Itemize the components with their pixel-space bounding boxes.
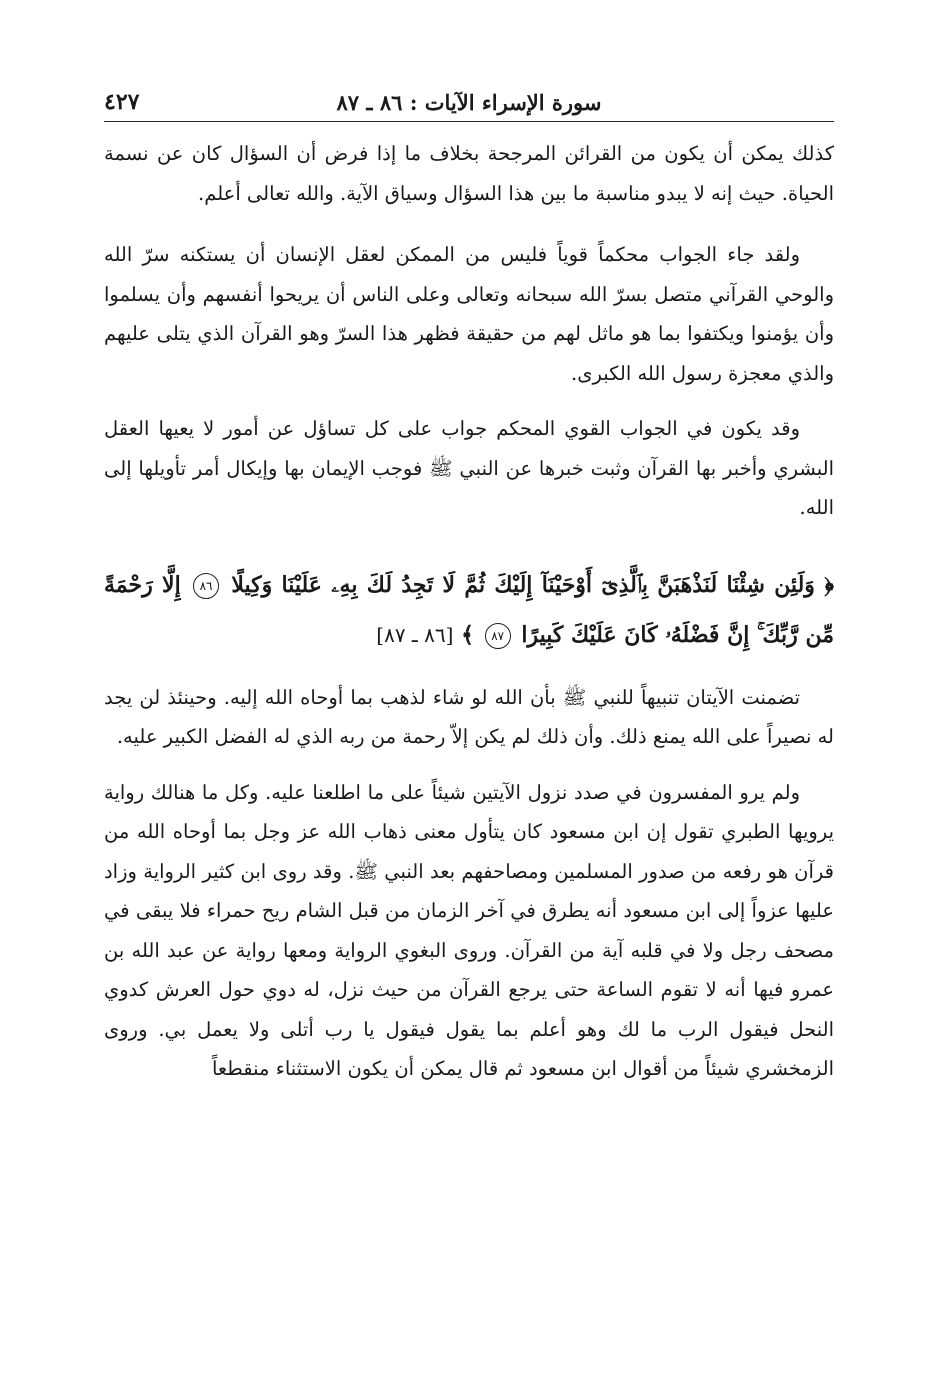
running-title: سورة الإسراء الآيات : ٨٦ ـ ٨٧: [336, 90, 602, 115]
page-header: [104, 78, 834, 122]
quran-verses: [104, 560, 834, 660]
paragraph-1: كذلك يمكن أن يكون من القرائن المرجحة بخلاف ما إذا فرض أن السؤال كان عن نسمة الحياة. حيث إنه لا يبدو مناسبة ما بين هذا السؤال وسياق الآية. والله تعالى أعلم.: [104, 142, 834, 205]
quran-close-bracket: ﴾: [461, 621, 474, 648]
paragraph-3: وقد يكون في الجواب القوي المحكم جواب على كل تساؤل عن أمور لا يعيها العقل البشري وأخبر بها القرآن وثبت خبرها عن النبي ﷺ فوجب الإيمان بها وإيكال أمر تأويلها إلى الله.: [104, 417, 835, 519]
ayah-number-87: ٨٧: [485, 623, 511, 649]
verse-reference: [٨٦ ـ ٨٧]: [376, 622, 454, 647]
page-number: ٤٢٧: [104, 89, 140, 115]
quran-ayah-87: إِلَّا رَحْمَةً مِّن رَّبِّكَ ۚ إِنَّ فَضْلَهُۥ كَانَ عَلَيْكَ كَبِيرًا: [104, 571, 834, 648]
quran-ayah-86: وَلَئِن شِئْنَا لَنَذْهَبَنَّ بِٱلَّذِىٓ أَوْحَيْنَآ إِلَيْكَ ثُمَّ لَا تَجِدُ لَكَ بِهِۦ عَلَيْنَا وَكِيلًا: [231, 571, 815, 598]
paragraph-2: ولقد جاء الجواب محكماً قوياً فليس من الممكن لعقل الإنسان أن يستكنه سرّ الله والوحي القرآني متصل بسرّ الله سبحانه وتعالى وعلى الناس أن يريحوا أنفسهم وأن يسلموا وأن يؤمنوا ويكتفوا بما هو ماثل لهم من حقيقة فظهر هذا السرّ وهو القرآن الذي يتلى عليهم والذي معجزة رسول الله الكبرى.: [104, 243, 834, 385]
page-body: [104, 134, 834, 1089]
paragraph-5: ولم يرو المفسرون في صدد نزول الآيتين شيئاً على ما اطلعنا عليه. وكل ما هنالك رواية يرويها الطبري تقول إن ابن مسعود كان يتأول معنى ذهاب الله عز وجل بما أوحاه الله من قرآن هو رفعه من صدور المسلمين ومصاحفهم بعد النبي ﷺ. وقد روى ابن كثير الرواية وزاد عليها عزواً إلى ابن مسعود أنه يطرق في آخر الزمان من قبل الشام ريح حمراء فلا يبقى في مصحف رجل ولا في قلبه آية من القرآن. وروى البغوي الرواية ومعها رواية عن عبد الله بن عمرو فيها أنه لا تقوم الساعة حتى يرجع القرآن من حيث نزل، له دوي حول العرش كدوي النحل فيقول الرب ما لك وهو أعلم بما يقول فيقول يا رب أتلى ولا يعمل بي. وروى الزمخشري شيئاً من أقوال ابن مسعود ثم قال يمكن أن يكون الاستثناء منقطعاً: [104, 780, 834, 1080]
paragraph-4: تضمنت الآيتان تنبيهاً للنبي ﷺ بأن الله لو شاء لذهب بما أوحاه الله إليه. وحينئذ لن يجد له نصيراً على الله يمنع ذلك. وأن ذلك لم يكن إلاّ رحمة من ربه الذي له الفضل الكبير عليه.: [104, 685, 834, 748]
ayah-number-86: ٨٦: [193, 573, 219, 599]
quran-open-bracket: ﴿: [824, 571, 834, 598]
